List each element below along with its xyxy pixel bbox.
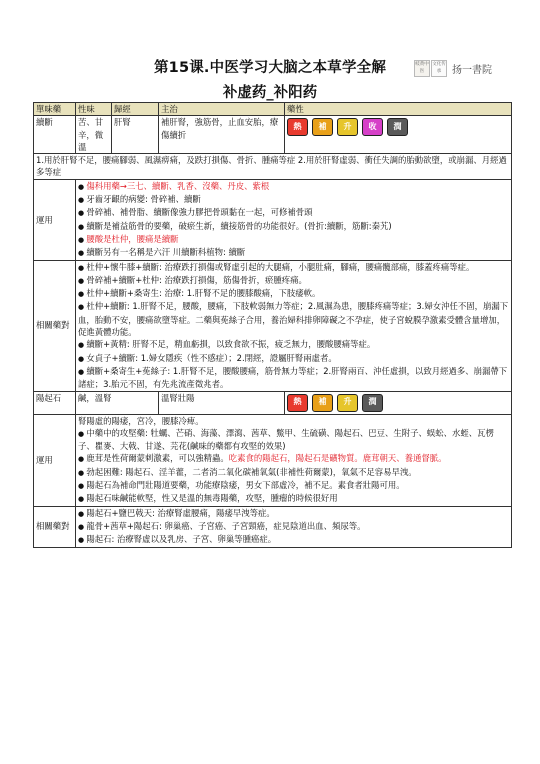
column-header: 單味藥 bbox=[34, 103, 76, 116]
property-badge: 熱 bbox=[287, 394, 308, 412]
bullet-icon: ● bbox=[78, 495, 87, 504]
bullet-icon: ● bbox=[78, 182, 87, 191]
herb-row-xuduan bbox=[34, 116, 512, 154]
list-item bbox=[78, 193, 509, 206]
property-badges bbox=[287, 116, 509, 138]
herb-usage-row bbox=[34, 414, 512, 506]
list-item bbox=[78, 206, 509, 219]
usage-notes bbox=[76, 414, 512, 506]
item-text: 傷科用藥→三七、續斷、乳香、沒藥、丹皮、紫根 bbox=[86, 180, 270, 191]
herb-pairing-row bbox=[34, 260, 512, 391]
column-header: 歸經 bbox=[112, 103, 159, 116]
item-text: 陽起石味鹹能軟堅，性又是溫的無毒陽藥，攻堅，腫瘤的時候很好用 bbox=[86, 493, 338, 504]
list-item bbox=[78, 492, 509, 505]
bullet-icon: ● bbox=[78, 468, 87, 477]
list-item bbox=[78, 287, 509, 300]
bullet-icon: ● bbox=[78, 276, 87, 285]
column-header: 性味 bbox=[76, 103, 112, 116]
herb-properties bbox=[285, 391, 512, 414]
pairing-notes bbox=[76, 506, 512, 547]
herb-row-yangqishi bbox=[34, 391, 512, 414]
property-badge: 收 bbox=[362, 118, 383, 136]
bullet-icon: ● bbox=[78, 354, 87, 363]
property-badge: 升 bbox=[337, 394, 358, 412]
usage-notes bbox=[76, 179, 512, 260]
list-item bbox=[78, 466, 509, 479]
property-badge: 潤 bbox=[387, 118, 408, 136]
list-item bbox=[78, 427, 509, 453]
property-badges bbox=[287, 392, 509, 414]
property-badge: 熱 bbox=[287, 118, 308, 136]
item-text: 鹿茸是性荷爾蒙刺激素，可以強精蟲。 bbox=[86, 453, 229, 464]
list-item bbox=[78, 352, 509, 365]
bullet-icon: ● bbox=[78, 509, 87, 518]
document-header bbox=[0, 0, 540, 106]
item-text: 續斷+黃精: 肝腎不足，精血虧損，以致食欲不振，疲乏無力，腰酸腰痛等症。 bbox=[86, 339, 376, 350]
item-text: 骨碎補、補骨脂、續斷像強力膠把骨頭黏在一起，可修補骨頭 bbox=[86, 207, 313, 218]
bullet-icon: ● bbox=[78, 367, 87, 376]
page-title: 第15课.中医学习大脑之本草学全解 bbox=[153, 60, 387, 76]
bullet-icon: ● bbox=[78, 263, 87, 272]
seal-icon: 文化传承 bbox=[431, 60, 447, 77]
pairing-label: 相關藥對 bbox=[34, 506, 76, 547]
property-badge: 補 bbox=[312, 118, 333, 136]
item-text: 陽起石+鹽巴戟天: 治療腎虛腰痛，陽痿早洩等症。 bbox=[86, 507, 275, 518]
publisher-logo bbox=[414, 60, 534, 78]
bullet-icon: ● bbox=[78, 455, 87, 464]
herb-usage-row bbox=[34, 179, 512, 260]
herb-indication: 補肝腎，強筋骨，止血安胎，療傷續折 bbox=[159, 116, 285, 154]
seal-icon: 岐黄中医 bbox=[414, 60, 430, 77]
herb-pairing-row bbox=[34, 506, 512, 547]
bullet-icon: ● bbox=[78, 249, 87, 258]
list-item bbox=[78, 452, 509, 465]
item-text: 骨碎補+續斷+杜仲: 治療跌打損傷，筋傷骨折，瘀腫疼痛。 bbox=[86, 274, 307, 285]
item-text: 女貞子+續斷: 1.婦女隱疾（性不感症）；2.閉經，證屬肝腎兩虛者。 bbox=[86, 352, 337, 363]
list-item bbox=[78, 300, 509, 338]
list-item bbox=[78, 365, 509, 391]
item-text: 續斷另有一名稱是六汗 川續斷科植物: 續斷 bbox=[86, 247, 246, 258]
page-subtitle: 补虚药_补阳药 bbox=[222, 85, 318, 101]
bullet-icon: ● bbox=[78, 536, 87, 545]
pairing-label: 相關藥對 bbox=[34, 260, 76, 391]
bullet-icon: ● bbox=[78, 429, 87, 438]
item-text: 龍骨+茜草+陽起石: 卵巢癌、子宮癌、子宮頸癌，症見陰道出血、頻尿等。 bbox=[86, 520, 366, 531]
column-header: 主治 bbox=[159, 103, 285, 116]
bullet-icon: ● bbox=[78, 222, 87, 231]
list-item bbox=[78, 507, 509, 520]
item-text: 陽起石: 治療腎虛以及乳房、子宮、卵巢等腫癌症。 bbox=[86, 534, 277, 545]
list-item bbox=[78, 233, 509, 246]
usage-summary: 腎陽虛的陽痿，宮冷，腰膝冷痺。 bbox=[78, 415, 204, 426]
bullet-icon: ● bbox=[78, 235, 87, 244]
item-text: 腰酸是杜仲，腰痛是續斷 bbox=[86, 233, 179, 244]
item-text: 杜仲+續斷+桑寄生: 治療: 1.肝腎不足的腰膝酸痛，下肢痿軟。 bbox=[86, 288, 321, 299]
item-text: 中藥中的攻堅藥: 牡蠣、芒硝、海藻、澤瀉、茜草、鱉甲、生硫磺、陽起石、巴豆、生附子、蜈蚣、水蛭、瓦楞子、瞿麥、大戟、甘遂、芫花(鹹味的藥都有攻堅的效果) bbox=[78, 427, 494, 452]
herb-name: 續斷 bbox=[34, 116, 76, 154]
herb-nature: 苦、甘辛，微溫 bbox=[76, 116, 112, 154]
usage-summary: 1.用於肝腎不足，腰痛腳弱、風濕痹痛，及跌打損傷、骨折、腫痛等症 2.用於肝腎虛弱、衝任失調的胎動欲墮，或崩漏、月經過多等症 bbox=[34, 154, 512, 180]
list-item bbox=[78, 338, 509, 351]
list-item bbox=[78, 220, 509, 233]
property-badge: 升 bbox=[337, 118, 358, 136]
item-text: 杜仲+續斷: 1.肝腎不足，腰酸，腰痛，下肢軟弱無力等症；2.風濕為患，腰膝疼痛等症；3.婦女沖任不固，崩漏下血，胎動不安，腰痛欲墮等症。二藥與莬絲子合用，養治婦科排卵障礙之不孕症，使子宮蛻膜孕激素受體含量增加，促進黃體功能。 bbox=[78, 301, 509, 338]
list-item bbox=[78, 274, 509, 287]
bullet-icon: ● bbox=[78, 196, 87, 205]
item-text: 勃起困難: 陽起石、淫羊藿，二者消二氧化碳補氧氣(非補性荷爾蒙)，氧氣不足容易早洩。 bbox=[86, 466, 417, 477]
bullet-icon: ● bbox=[78, 341, 87, 350]
herb-usage-summary-row bbox=[34, 154, 512, 180]
property-badge: 潤 bbox=[362, 394, 383, 412]
list-item bbox=[78, 246, 509, 259]
herb-table bbox=[33, 102, 512, 548]
herb-indication: 溫腎壯陽 bbox=[159, 391, 285, 414]
bullet-icon: ● bbox=[78, 522, 87, 531]
item-text: 杜仲+懷牛膝+續斷: 治療跌打損傷或腎虛引起的大腿痛，小腿肚痛，腳痛，腰痛髖部痛，膝蓋疼痛等症。 bbox=[86, 261, 475, 272]
list-item bbox=[78, 479, 509, 492]
property-badge: 補 bbox=[312, 394, 333, 412]
bullet-icon: ● bbox=[78, 209, 87, 218]
herb-meridian: 肝腎 bbox=[112, 116, 159, 154]
herb-name: 陽起石 bbox=[34, 391, 76, 414]
bullet-icon: ● bbox=[78, 482, 87, 491]
list-item bbox=[78, 261, 509, 274]
item-text: 陽起石為補命門壯陽道要藥，功能療陰痿，男女下部虛冷，補不足。素食者壯陽可用。 bbox=[86, 480, 405, 491]
herb-properties bbox=[285, 116, 512, 154]
list-item bbox=[78, 533, 509, 546]
item-text: 吃素食的陽起石，陽起石是礦物質。鹿茸朝天、養通督脈。 bbox=[228, 453, 447, 464]
item-text: 牙齒牙齦的病變: 骨碎補、續斷 bbox=[86, 194, 201, 205]
pairing-notes bbox=[76, 260, 512, 391]
herb-nature: 鹹，溫腎 bbox=[76, 391, 159, 414]
bullet-icon: ● bbox=[78, 303, 87, 312]
table-header-row bbox=[34, 103, 512, 116]
logo-text: 扬一書院 bbox=[452, 65, 492, 76]
usage-label: 運用 bbox=[34, 179, 76, 260]
bullet-icon: ● bbox=[78, 290, 87, 299]
list-item bbox=[78, 180, 509, 193]
item-text: 續斷+桑寄生+莬絲子: 1.肝腎不足，腰酸腰痛，筋骨無力等症；2.肝腎兩百、沖任虛損，以致月經過多、崩漏帶下諸症；3.胎元不固，有先兆流產徵兆者。 bbox=[78, 365, 508, 390]
list-item bbox=[78, 520, 509, 533]
item-text: 續斷是補益筋骨的要藥，破瘀生新，續接筋骨的功能很好。(骨折:續斷，筋斷:秦艽) bbox=[86, 220, 392, 231]
column-header: 藥性 bbox=[285, 103, 512, 116]
usage-label: 運用 bbox=[34, 414, 76, 506]
